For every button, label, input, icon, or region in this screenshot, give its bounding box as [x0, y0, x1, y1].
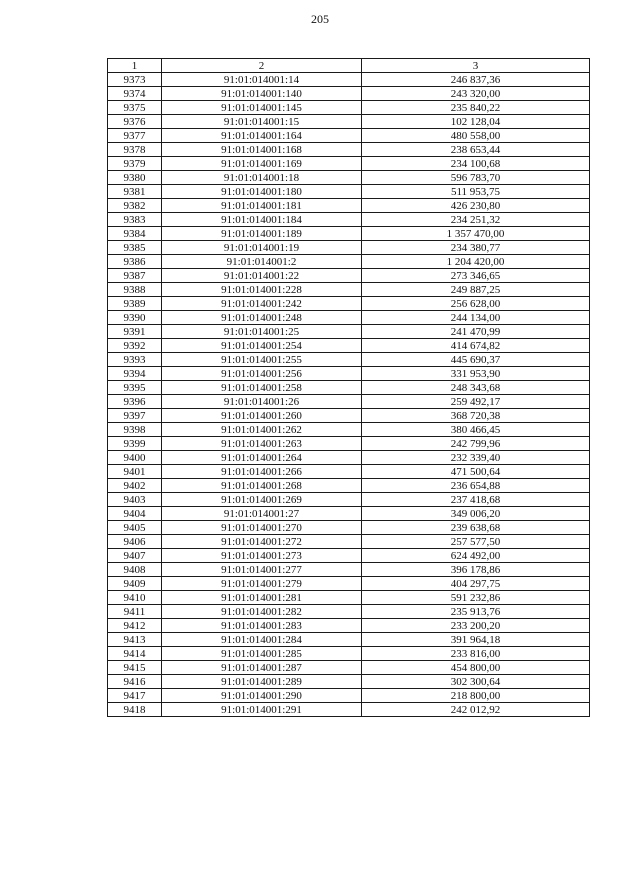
- column-header-1: 1: [108, 59, 162, 73]
- value-cell: 624 492,00: [362, 549, 590, 563]
- cadastral-number-cell: 91:01:014001:184: [162, 213, 362, 227]
- table-row: [108, 535, 590, 549]
- table-row: [108, 619, 590, 633]
- value-cell: 256 628,00: [362, 297, 590, 311]
- table-row: [108, 269, 590, 283]
- cadastral-number-cell: 91:01:014001:291: [162, 703, 362, 717]
- cadastral-number-cell: 91:01:014001:168: [162, 143, 362, 157]
- value-cell: 234 100,68: [362, 157, 590, 171]
- cadastral-number-cell: 91:01:014001:287: [162, 661, 362, 675]
- value-cell: 445 690,37: [362, 353, 590, 367]
- table-row: [108, 591, 590, 605]
- row-number-cell: 9384: [108, 227, 162, 241]
- row-number-cell: 9382: [108, 199, 162, 213]
- value-cell: 233 816,00: [362, 647, 590, 661]
- row-number-cell: 9393: [108, 353, 162, 367]
- cadastral-number-cell: 91:01:014001:181: [162, 199, 362, 213]
- table-row: [108, 311, 590, 325]
- cadastral-number-cell: 91:01:014001:19: [162, 241, 362, 255]
- value-cell: 244 134,00: [362, 311, 590, 325]
- value-cell: 246 837,36: [362, 73, 590, 87]
- row-number-cell: 9409: [108, 577, 162, 591]
- row-number-cell: 9414: [108, 647, 162, 661]
- cadastral-number-cell: 91:01:014001:258: [162, 381, 362, 395]
- cadastral-number-cell: 91:01:014001:260: [162, 409, 362, 423]
- table-row: [108, 325, 590, 339]
- cadastral-number-cell: 91:01:014001:242: [162, 297, 362, 311]
- row-number-cell: 9417: [108, 689, 162, 703]
- row-number-cell: 9406: [108, 535, 162, 549]
- row-number-cell: 9394: [108, 367, 162, 381]
- data-table: [107, 58, 590, 717]
- row-number-cell: 9375: [108, 101, 162, 115]
- table-row: [108, 297, 590, 311]
- table-row: [108, 73, 590, 87]
- page-number: 205: [311, 12, 329, 26]
- row-number-cell: 9377: [108, 129, 162, 143]
- row-number-cell: 9395: [108, 381, 162, 395]
- header-row: [108, 59, 590, 73]
- table-row: [108, 199, 590, 213]
- cadastral-number-cell: 91:01:014001:270: [162, 521, 362, 535]
- row-number-cell: 9380: [108, 171, 162, 185]
- table-row: [108, 675, 590, 689]
- value-cell: 1 357 470,00: [362, 227, 590, 241]
- value-cell: 236 654,88: [362, 479, 590, 493]
- row-number-cell: 9401: [108, 465, 162, 479]
- table-row: [108, 437, 590, 451]
- table-row: [108, 647, 590, 661]
- value-cell: 257 577,50: [362, 535, 590, 549]
- row-number-cell: 9376: [108, 115, 162, 129]
- row-number-cell: 9405: [108, 521, 162, 535]
- row-number-cell: 9402: [108, 479, 162, 493]
- table-row: [108, 605, 590, 619]
- value-cell: 241 470,99: [362, 325, 590, 339]
- value-cell: 273 346,65: [362, 269, 590, 283]
- cadastral-number-cell: 91:01:014001:15: [162, 115, 362, 129]
- row-number-cell: 9412: [108, 619, 162, 633]
- table-row: [108, 633, 590, 647]
- cadastral-number-cell: 91:01:014001:169: [162, 157, 362, 171]
- row-number-cell: 9381: [108, 185, 162, 199]
- cadastral-number-cell: 91:01:014001:189: [162, 227, 362, 241]
- row-number-cell: 9397: [108, 409, 162, 423]
- value-cell: 414 674,82: [362, 339, 590, 353]
- cadastral-number-cell: 91:01:014001:18: [162, 171, 362, 185]
- cadastral-number-cell: 91:01:014001:14: [162, 73, 362, 87]
- value-cell: 249 887,25: [362, 283, 590, 297]
- value-cell: 349 006,20: [362, 507, 590, 521]
- cadastral-number-cell: 91:01:014001:27: [162, 507, 362, 521]
- value-cell: 591 232,86: [362, 591, 590, 605]
- table-row: [108, 451, 590, 465]
- value-cell: 331 953,90: [362, 367, 590, 381]
- table-row: [108, 213, 590, 227]
- value-cell: 259 492,17: [362, 395, 590, 409]
- row-number-cell: 9374: [108, 87, 162, 101]
- row-number-cell: 9404: [108, 507, 162, 521]
- table-row: [108, 283, 590, 297]
- cadastral-number-cell: 91:01:014001:289: [162, 675, 362, 689]
- value-cell: 234 380,77: [362, 241, 590, 255]
- cadastral-number-cell: 91:01:014001:254: [162, 339, 362, 353]
- value-cell: 242 012,92: [362, 703, 590, 717]
- table-row: [108, 241, 590, 255]
- table-row: [108, 339, 590, 353]
- table-row: [108, 409, 590, 423]
- row-number-cell: 9396: [108, 395, 162, 409]
- row-number-cell: 9413: [108, 633, 162, 647]
- cadastral-number-cell: 91:01:014001:164: [162, 129, 362, 143]
- row-number-cell: 9385: [108, 241, 162, 255]
- cadastral-number-cell: 91:01:014001:140: [162, 87, 362, 101]
- value-cell: 232 339,40: [362, 451, 590, 465]
- table-row: [108, 367, 590, 381]
- table-row: [108, 381, 590, 395]
- value-cell: 235 840,22: [362, 101, 590, 115]
- table-row: [108, 157, 590, 171]
- cadastral-number-cell: 91:01:014001:264: [162, 451, 362, 465]
- table-row: [108, 703, 590, 717]
- cadastral-number-cell: 91:01:014001:26: [162, 395, 362, 409]
- value-cell: 218 800,00: [362, 689, 590, 703]
- table-row: [108, 101, 590, 115]
- table-row: [108, 255, 590, 269]
- table-row: [108, 423, 590, 437]
- value-cell: 234 251,32: [362, 213, 590, 227]
- cadastral-number-cell: 91:01:014001:263: [162, 437, 362, 451]
- cadastral-number-cell: 91:01:014001:145: [162, 101, 362, 115]
- row-number-cell: 9407: [108, 549, 162, 563]
- value-cell: 480 558,00: [362, 129, 590, 143]
- table-row: [108, 129, 590, 143]
- row-number-cell: 9392: [108, 339, 162, 353]
- cadastral-number-cell: 91:01:014001:285: [162, 647, 362, 661]
- value-cell: 1 204 420,00: [362, 255, 590, 269]
- row-number-cell: 9403: [108, 493, 162, 507]
- row-number-cell: 9386: [108, 255, 162, 269]
- table-row: [108, 661, 590, 675]
- table-row: [108, 87, 590, 101]
- row-number-cell: 9390: [108, 311, 162, 325]
- cadastral-number-cell: 91:01:014001:228: [162, 283, 362, 297]
- table-row: [108, 549, 590, 563]
- column-header-2: 2: [162, 59, 362, 73]
- cadastral-number-cell: 91:01:014001:282: [162, 605, 362, 619]
- value-cell: 426 230,80: [362, 199, 590, 213]
- cadastral-number-cell: 91:01:014001:22: [162, 269, 362, 283]
- cadastral-number-cell: 91:01:014001:256: [162, 367, 362, 381]
- cadastral-number-cell: 91:01:014001:268: [162, 479, 362, 493]
- row-number-cell: 9408: [108, 563, 162, 577]
- table-row: [108, 143, 590, 157]
- value-cell: 239 638,68: [362, 521, 590, 535]
- value-cell: 471 500,64: [362, 465, 590, 479]
- row-number-cell: 9383: [108, 213, 162, 227]
- value-cell: 237 418,68: [362, 493, 590, 507]
- table-row: [108, 479, 590, 493]
- cadastral-number-cell: 91:01:014001:290: [162, 689, 362, 703]
- table-body: [108, 73, 590, 717]
- cadastral-number-cell: 91:01:014001:283: [162, 619, 362, 633]
- row-number-cell: 9378: [108, 143, 162, 157]
- value-cell: 391 964,18: [362, 633, 590, 647]
- row-number-cell: 9400: [108, 451, 162, 465]
- table-row: [108, 353, 590, 367]
- row-number-cell: 9410: [108, 591, 162, 605]
- table-row: [108, 115, 590, 129]
- value-cell: 396 178,86: [362, 563, 590, 577]
- cadastral-number-cell: 91:01:014001:269: [162, 493, 362, 507]
- table-row: [108, 577, 590, 591]
- row-number-cell: 9389: [108, 297, 162, 311]
- table-row: [108, 521, 590, 535]
- row-number-cell: 9373: [108, 73, 162, 87]
- row-number-cell: 9418: [108, 703, 162, 717]
- value-cell: 596 783,70: [362, 171, 590, 185]
- value-cell: 102 128,04: [362, 115, 590, 129]
- cadastral-number-cell: 91:01:014001:279: [162, 577, 362, 591]
- row-number-cell: 9411: [108, 605, 162, 619]
- row-number-cell: 9391: [108, 325, 162, 339]
- value-cell: 302 300,64: [362, 675, 590, 689]
- value-cell: 511 953,75: [362, 185, 590, 199]
- cadastral-number-cell: 91:01:014001:277: [162, 563, 362, 577]
- value-cell: 235 913,76: [362, 605, 590, 619]
- table-row: [108, 465, 590, 479]
- value-cell: 454 800,00: [362, 661, 590, 675]
- table-header: [108, 59, 590, 73]
- cadastral-number-cell: 91:01:014001:248: [162, 311, 362, 325]
- cadastral-number-cell: 91:01:014001:273: [162, 549, 362, 563]
- cadastral-number-cell: 91:01:014001:284: [162, 633, 362, 647]
- cadastral-number-cell: 91:01:014001:266: [162, 465, 362, 479]
- value-cell: 238 653,44: [362, 143, 590, 157]
- table-row: [108, 227, 590, 241]
- cadastral-number-cell: 91:01:014001:281: [162, 591, 362, 605]
- table-row: [108, 689, 590, 703]
- row-number-cell: 9399: [108, 437, 162, 451]
- value-cell: 380 466,45: [362, 423, 590, 437]
- value-cell: 248 343,68: [362, 381, 590, 395]
- table-row: [108, 171, 590, 185]
- cadastral-number-cell: 91:01:014001:25: [162, 325, 362, 339]
- row-number-cell: 9388: [108, 283, 162, 297]
- cadastral-number-cell: 91:01:014001:255: [162, 353, 362, 367]
- row-number-cell: 9387: [108, 269, 162, 283]
- value-cell: 404 297,75: [362, 577, 590, 591]
- table-row: [108, 185, 590, 199]
- row-number-cell: 9416: [108, 675, 162, 689]
- row-number-cell: 9398: [108, 423, 162, 437]
- value-cell: 243 320,00: [362, 87, 590, 101]
- table-row: [108, 507, 590, 521]
- value-cell: 242 799,96: [362, 437, 590, 451]
- value-cell: 368 720,38: [362, 409, 590, 423]
- row-number-cell: 9415: [108, 661, 162, 675]
- table-row: [108, 493, 590, 507]
- cadastral-number-cell: 91:01:014001:180: [162, 185, 362, 199]
- table-row: [108, 395, 590, 409]
- value-cell: 233 200,20: [362, 619, 590, 633]
- cadastral-number-cell: 91:01:014001:262: [162, 423, 362, 437]
- column-header-3: 3: [362, 59, 590, 73]
- table-row: [108, 563, 590, 577]
- cadastral-number-cell: 91:01:014001:2: [162, 255, 362, 269]
- cadastral-number-cell: 91:01:014001:272: [162, 535, 362, 549]
- row-number-cell: 9379: [108, 157, 162, 171]
